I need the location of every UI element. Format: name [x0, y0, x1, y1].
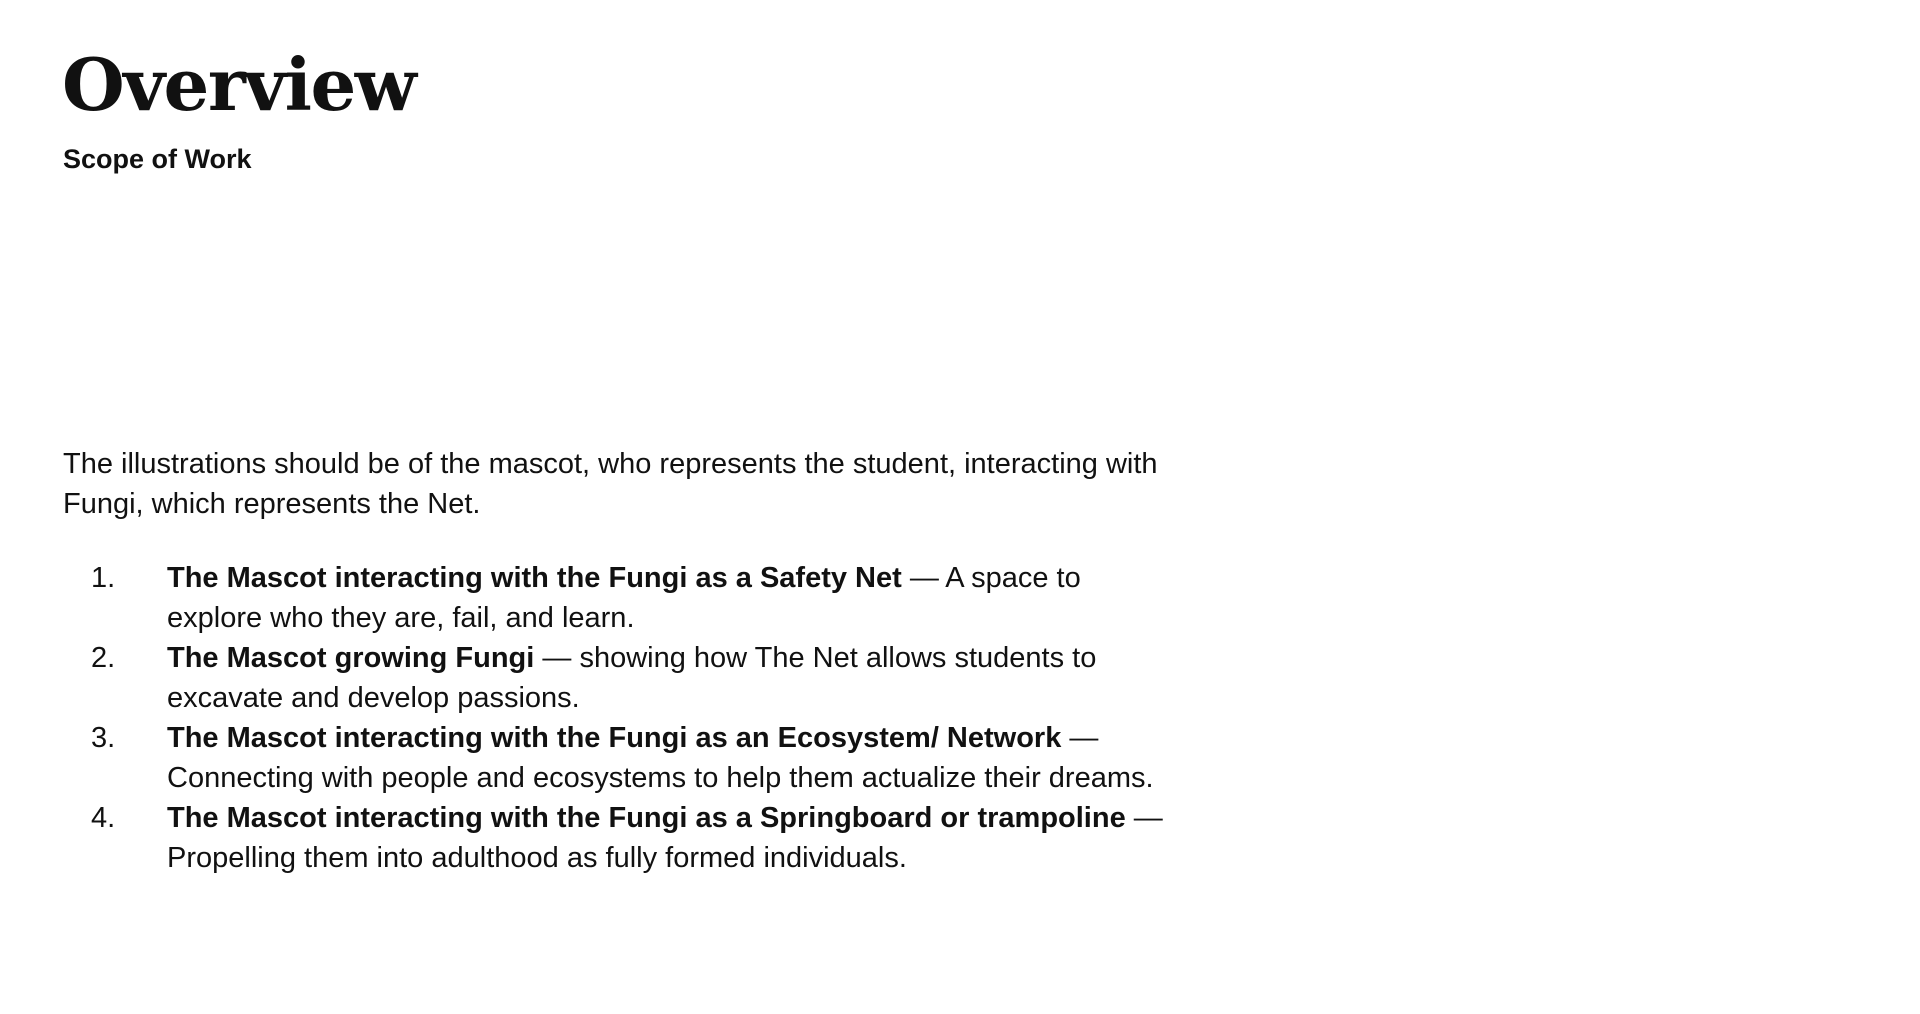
- intro-paragraph: The illustrations should be of the mascot, who represents the student, interacting with Fungi, which represents the Net.: [63, 448, 1158, 520]
- list-item-text: [167, 558, 1167, 638]
- list-item-number: 3.: [91, 722, 116, 754]
- list-item-title: The Mascot interacting with the Fungi as a Safety Net: [167, 562, 902, 594]
- list-item-description: — Connecting with people and ecosystems to help them actualize their dreams.: [167, 722, 1154, 794]
- scope-list: [63, 558, 1193, 878]
- list-item-number: 4.: [91, 802, 116, 834]
- list-item-number: 1.: [91, 562, 116, 594]
- list-item-text: [167, 798, 1167, 878]
- list-item: [63, 798, 1193, 878]
- list-item-number: 2.: [91, 642, 116, 674]
- list-item-description: — A space to explore who they are, fail, and learn.: [167, 562, 1081, 634]
- list-item-title: The Mascot interacting with the Fungi as a Springboard or trampoline: [167, 802, 1126, 834]
- list-item-text: [167, 638, 1167, 718]
- list-item: [63, 558, 1193, 638]
- scope-content: [63, 444, 1193, 878]
- page-title: Overview: [62, 42, 416, 127]
- page-subtitle: Scope of Work: [63, 144, 252, 174]
- list-item-description: — showing how The Net allows students to excavate and develop passions.: [167, 642, 1097, 714]
- list-item-title: The Mascot interacting with the Fungi as an Ecosystem/ Network: [167, 722, 1062, 754]
- list-item: [63, 638, 1193, 718]
- list-item-description: — Propelling them into adulthood as fully formed individuals.: [167, 802, 1163, 874]
- list-item-text: [167, 718, 1167, 798]
- list-item: [63, 718, 1193, 798]
- list-item-title: The Mascot growing Fungi: [167, 642, 535, 674]
